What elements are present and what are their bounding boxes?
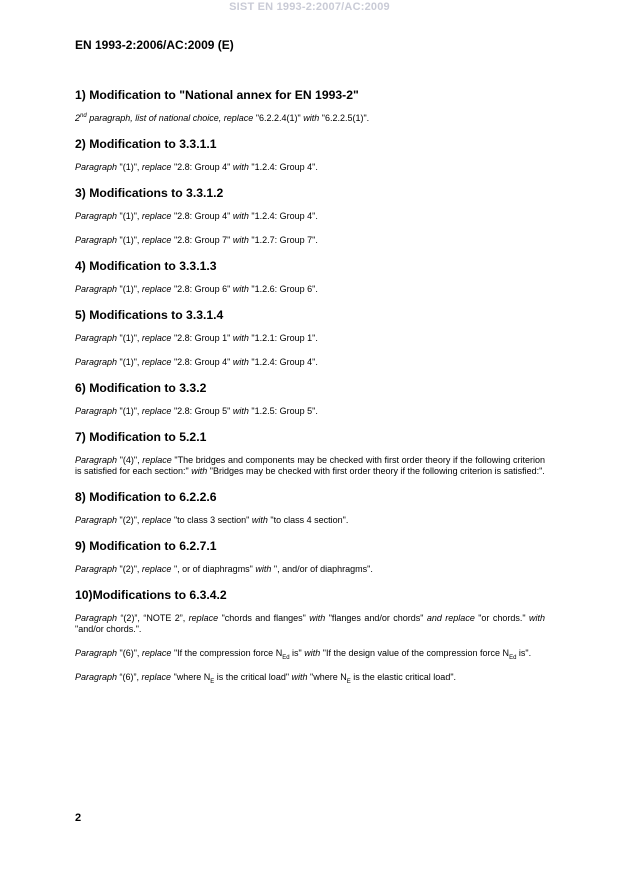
section-paragraph: Paragraph “(2)”, “NOTE 2”, replace "chords and flanges" with "flanges and/or chords" and replace "or chords." with "and/or chords.". [75, 613, 545, 634]
section-paragraph: Paragraph "(1)", replace "2.8: Group 1" with "1.2.1: Group 1". [75, 333, 318, 343]
section-paragraph: Paragraph "(2)", replace "to class 3 section" with "to class 4 section". [75, 515, 349, 525]
section-paragraph: Paragraph "(1)", replace "2.8: Group 6" with "1.2.6: Group 6". [75, 284, 318, 294]
section-2 [75, 137, 545, 173]
section-paragraph: Paragraph "(6)", replace "If the compression force $N_{Ed}$ is" with "If the design value of the compression force $N_{Ed}$ is". [75, 648, 532, 661]
section-heading: 3) Modifications to 3.3.1.2 [75, 186, 224, 200]
section-heading: 7) Modification to 5.2.1 [75, 430, 207, 444]
watermark: SIST EN 1993-2:2007/AC:2009 [229, 1, 390, 13]
section-6 [75, 381, 545, 417]
section-paragraph: Paragraph “(6)”, replace "where $N_E$ is the critical load" with "where $N_E$ is the elastic critical load". [75, 672, 457, 685]
document-id: EN 1993-2:2006/AC:2009 (E) [75, 38, 234, 52]
section-3 [75, 186, 545, 246]
document-body [75, 88, 545, 696]
section-paragraph: Paragraph "(1)", replace "2.8: Group 7" with "1.2.7: Group 7". [75, 235, 318, 245]
section-paragraph: Paragraph "(4)", replace "The bridges and components may be checked with first order theory if the following criterion is satisfied for each section:" with "Bridges may be checked with first order theory if the following criterion is satisfied:". [75, 455, 545, 476]
section-heading: 2) Modification to 3.3.1.1 [75, 137, 217, 151]
section-paragraph: Paragraph "(2)", replace ", or of diaphragms" with ", and/or of diaphragms". [75, 564, 373, 574]
section-heading: 9) Modification to 6.2.7.1 [75, 539, 217, 553]
section-heading: 4) Modification to 3.3.1.3 [75, 259, 217, 273]
section-paragraph: Paragraph "(1)", replace "2.8: Group 4" with "1.2.4: Group 4". [75, 357, 318, 367]
section-9 [75, 539, 545, 575]
section-paragraph: 2nd paragraph, list of national choice, replace "6.2.2.4(1)" with "6.2.2.5(1)". [75, 113, 370, 123]
section-paragraph: Paragraph "(1)", replace "2.8: Group 5" with "1.2.5: Group 5". [75, 406, 318, 416]
section-5 [75, 308, 545, 368]
section-1 [75, 88, 545, 124]
section-heading: 5) Modifications to 3.3.1.4 [75, 308, 224, 322]
section-heading: 6) Modification to 3.3.2 [75, 381, 207, 395]
section-10 [75, 588, 545, 683]
section-heading: 1) Modification to "National annex for EN 1993-2" [75, 88, 359, 102]
section-paragraph: Paragraph "(1)", replace "2.8: Group 4" with "1.2.4: Group 4". [75, 211, 318, 221]
section-7 [75, 430, 545, 477]
section-8 [75, 490, 545, 526]
section-heading: 10)Modifications to 6.3.4.2 [75, 588, 227, 602]
section-4 [75, 259, 545, 295]
page-number: 2 [75, 812, 82, 824]
section-paragraph: Paragraph "(1)", replace "2.8: Group 4" with "1.2.4: Group 4". [75, 162, 318, 172]
section-heading: 8) Modification to 6.2.2.6 [75, 490, 217, 504]
